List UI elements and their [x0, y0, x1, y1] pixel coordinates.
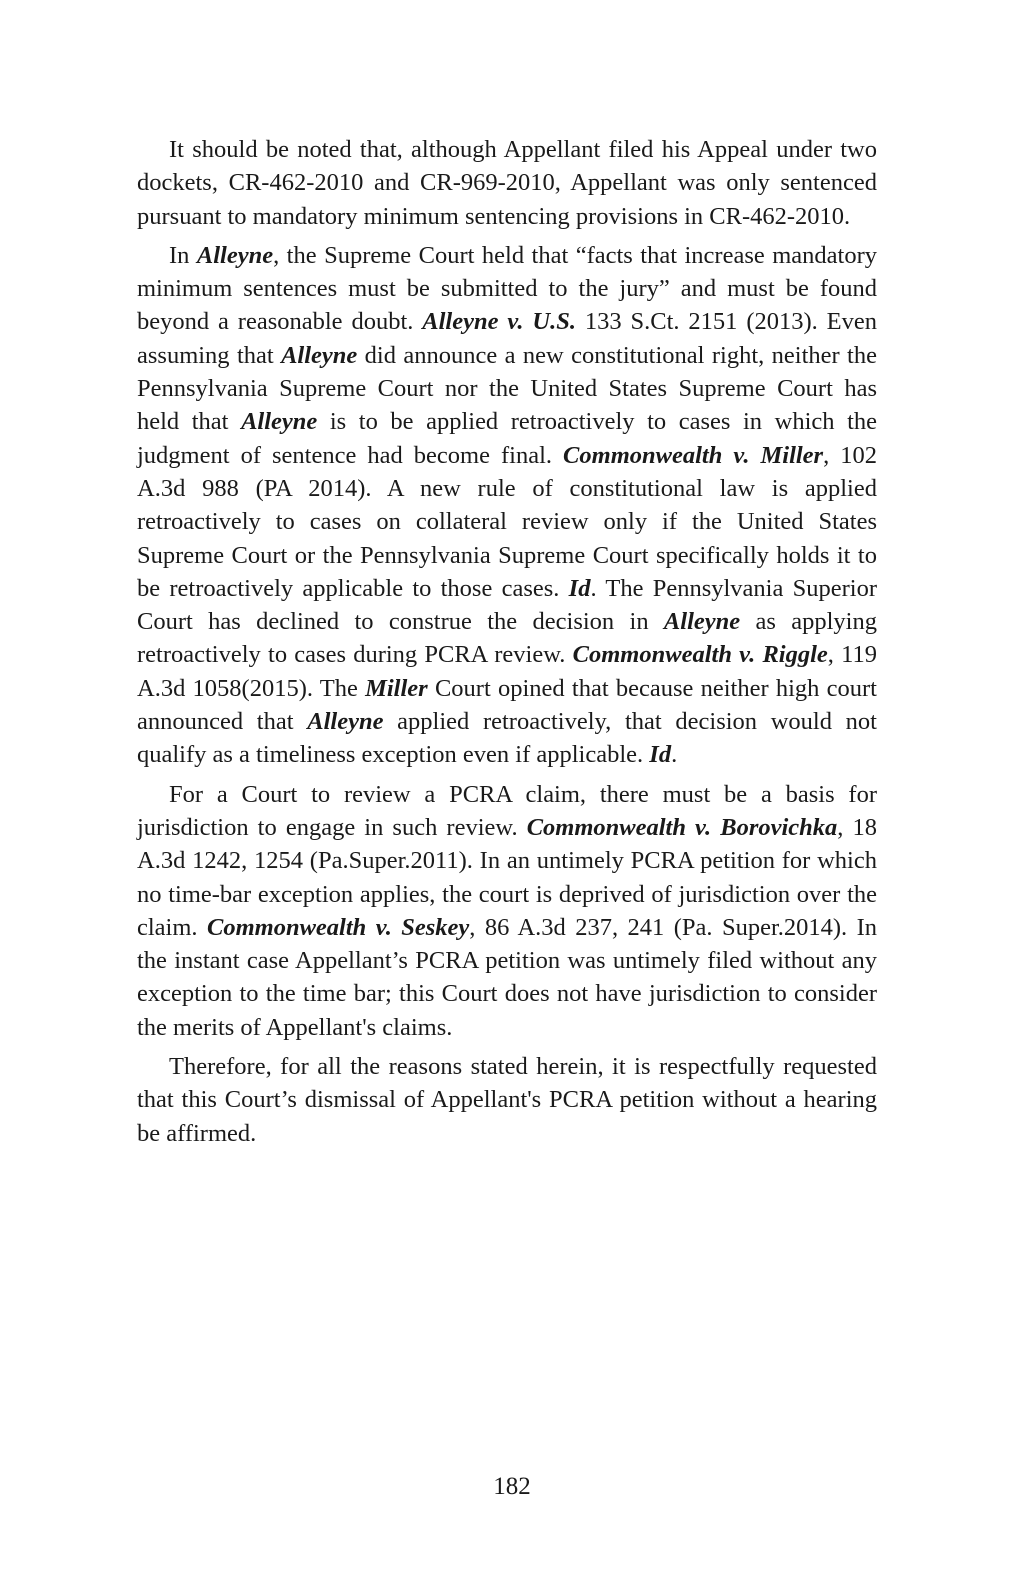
text-segment: .: [671, 741, 678, 769]
text-segment: , 18 A.3d 1242, 1254 (Pa.Super.2011). In an untimely PCRA petition for which no time-bar exception applies, the court is deprived of jurisdiction over the claim.: [137, 813, 878, 941]
case-citation: Alleyne: [196, 241, 274, 269]
case-citation: Alleyne: [663, 608, 741, 636]
case-citation: Commonwealth v. Seskey: [207, 913, 470, 941]
case-citation: Alleyne: [241, 408, 318, 436]
text-segment: Court opined that because neither high court announced that: [137, 674, 877, 736]
text-segment: is to be applied retroactively to cases in which the judgment of sentence had become final.: [137, 408, 877, 469]
case-citation: Alleyne v. U.S.: [422, 308, 576, 336]
paragraph: [137, 778, 877, 1044]
page-number: 182: [493, 1473, 531, 1500]
text-segment: as applying retroactively to cases during PCRA review.: [137, 608, 877, 669]
paragraph: [137, 239, 877, 772]
case-citation: Alleyne: [281, 341, 358, 369]
case-citation: Commonwealth v. Miller: [563, 441, 824, 469]
text-segment: 133 S.Ct. 2151 (2013). Even assuming that: [137, 308, 877, 369]
case-citation: Id: [568, 574, 591, 602]
text-segment: For a Court to review a PCRA claim, there must be a basis for jurisdiction to engage in such review.: [137, 780, 877, 841]
text-segment: did announce a new constitutional right, neither the Pennsylvania Supreme Court nor the United States Supreme Court has held that: [137, 341, 877, 436]
text-segment: , 86 A.3d 237, 241 (Pa. Super.2014). In the instant case Appellant’s PCRA petition was untimely filed without any exception to the time bar; this Court does not have jurisdiction to consider the merits of Appellant's claims.: [137, 913, 878, 1041]
text-segment: applied retroactively, that decision would not qualify as a timeliness exception even if applicable.: [137, 708, 877, 769]
text-segment: , 119 A.3d 1058(2015). The: [137, 641, 877, 702]
text-segment: In: [169, 241, 197, 269]
text-segment: . The Pennsylvania Superior Court has declined to construe the decision in: [137, 574, 877, 636]
case-citation: Commonwealth v. Riggle: [572, 641, 828, 669]
paragraph: [137, 133, 877, 233]
case-citation: Commonwealth v. Borovichka: [526, 813, 838, 841]
text-segment: , 102 A.3d 988 (PA 2014). A new rule of constitutional law is applied retroactively to cases on collateral review only if the United States Supreme Court or the Pennsylvania Supreme Court specifically holds it to be retroactively applicable to those cases.: [137, 441, 877, 602]
text-segment: , the Supreme Court held that “facts that increase mandatory minimum sentences must be submitted to the jury” and must be found beyond a reasonable doubt.: [137, 241, 877, 336]
text-segment: It should be noted that, although Appellant filed his Appeal under two dockets, CR-462-2010 and CR-969-2010, Appellant was only sentenced pursuant to mandatory minimum sentencing provisions in CR-462-2010.: [137, 136, 877, 230]
case-citation: Id: [649, 741, 672, 769]
case-citation: Alleyne: [307, 708, 384, 736]
body-text: [137, 133, 877, 1150]
paragraph: [137, 1050, 877, 1150]
case-citation: Miller: [365, 674, 428, 702]
text-segment: Therefore, for all the reasons stated herein, it is respectfully requested that this Court’s dismissal of Appellant's PCRA petition without a hearing be affirmed.: [137, 1053, 877, 1147]
